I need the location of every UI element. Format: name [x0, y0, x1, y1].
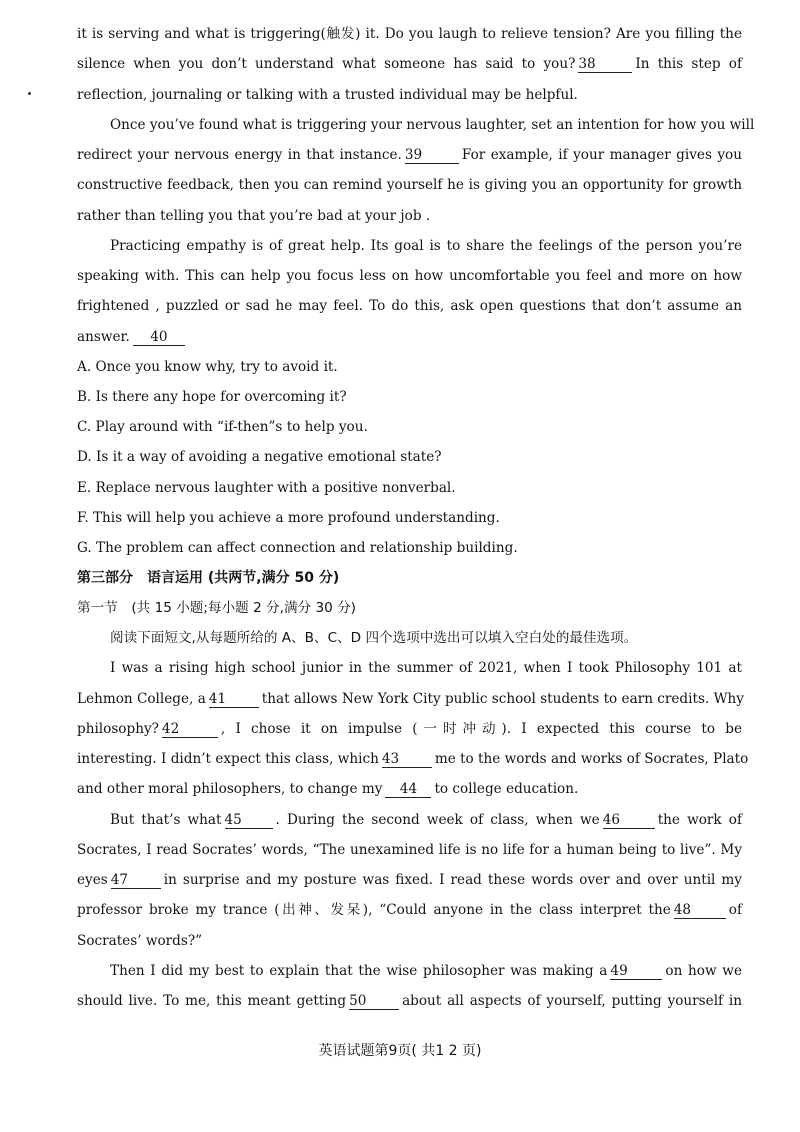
passage-a-p3-line1: Practicing empathy is of great help. Its goal is to share the feelings of the person you’re: [110, 238, 742, 254]
option-c: C. Play around with “if-then”s to help you.: [77, 419, 368, 435]
scan-speck: [28, 92, 31, 95]
blank-43: 43: [382, 751, 432, 768]
passage-b-p1-line2: Lehmon College, a 41 that allows New York City public school students to earn credits. Why: [77, 691, 744, 707]
passage-b-p1-line3: philosophy? 42 , I chose it on impulse (一时冲动). I expected this course to be: [77, 721, 742, 737]
passage-b-p2-line1: But that’s what 45 . During the second week of class, when we 46 the work of: [110, 812, 742, 828]
passage-a-p3-line4: answer. 40: [77, 328, 742, 346]
blank-47: 47: [111, 872, 161, 889]
blank-40: 40: [133, 329, 185, 346]
blank-50: 50: [349, 993, 399, 1010]
section-3-subtitle: 第一节 (共 15 小题;每小题 2 分,满分 30 分): [77, 600, 356, 616]
passage-b-p1-line1: I was a rising high school junior in the summer of 2021, when I took Philosophy 101 at: [110, 660, 742, 676]
blank-44: 44: [385, 781, 431, 798]
passage-b-p2-line4: professor broke my trance (出神、发呆), “Could anyone in the class interpret the 48 of: [77, 902, 742, 918]
passage-b-p2-line3: eyes 47 in surprise and my posture was fixed. I read these words over and over until my: [77, 872, 742, 888]
blank-39: 39: [405, 147, 459, 164]
passage-a-p1-line2: silence when you don’t understand what someone has said to you? 38 In this step of: [77, 56, 742, 72]
passage-a-p1-line3: reflection, journaling or talking with a trusted individual may be helpful.: [77, 87, 578, 103]
passage-a-p2-line3: constructive feedback, then you can remind yourself he is giving you an opportunity for growth: [77, 177, 742, 193]
passage-b-p3-line2: should live. To me, this meant getting 50 about all aspects of yourself, putting yourself in: [77, 993, 742, 1009]
blank-41: 41: [209, 691, 259, 708]
passage-a-p1-line1: it is serving and what is triggering(触发) it. Do you laugh to relieve tension? Are you filling the: [77, 26, 742, 42]
blank-38: 38: [578, 56, 632, 73]
blank-49: 49: [610, 963, 662, 980]
option-d: D. Is it a way of avoiding a negative emotional state?: [77, 449, 442, 465]
page-footer: 英语试题第9页( 共1 2 页): [318, 1043, 482, 1059]
option-e: E. Replace nervous laughter with a positive nonverbal.: [77, 480, 456, 496]
option-b: B. Is there any hope for overcoming it?: [77, 389, 347, 405]
passage-a-p3-line3: frightened , puzzled or sad he may feel. To do this, ask open questions that don’t assume an: [77, 298, 742, 314]
blank-46: 46: [603, 812, 655, 829]
passage-b-p1-line5: and other moral philosophers, to change my 44 to college education.: [77, 781, 579, 797]
section-3-instruction: 阅读下面短文,从每题所给的 A、B、C、D 四个选项中选出可以填入空白处的最佳选项。: [110, 630, 638, 646]
passage-b-p2-line2: Socrates, I read Socrates’ words, “The unexamined life is no life for a human being to live”. My: [77, 842, 742, 858]
passage-a-p2-line1: Once you’ve found what is triggering your nervous laughter, set an intention for how you will: [110, 117, 755, 133]
passage-b-p2-line5: Socrates’ words?”: [77, 933, 203, 949]
blank-48: 48: [674, 902, 726, 919]
passage-a-p2-line2: redirect your nervous energy in that instance. 39 For example, if your manager gives you: [77, 147, 742, 163]
option-a: A. Once you know why, try to avoid it.: [77, 359, 338, 375]
passage-b-p3-line1: Then I did my best to explain that the wise philosopher was making a 49 on how we: [110, 963, 742, 979]
blank-45: 45: [225, 812, 273, 829]
passage-a-p2-line4: rather than telling you that you’re bad at your job .: [77, 208, 431, 224]
blank-42: 42: [162, 721, 218, 738]
option-g: G. The problem can affect connection and relationship building.: [77, 540, 518, 556]
passage-b-p1-line4: interesting. I didn’t expect this class, which 43 me to the words and works of Socrates, Plato: [77, 751, 749, 767]
passage-a-p3-line2: speaking with. This can help you focus less on how uncomfortable you feel and more on how: [77, 268, 742, 284]
section-3-title: 第三部分 语言运用 (共两节,满分 50 分): [77, 570, 340, 586]
option-f: F. This will help you achieve a more profound understanding.: [77, 510, 500, 526]
